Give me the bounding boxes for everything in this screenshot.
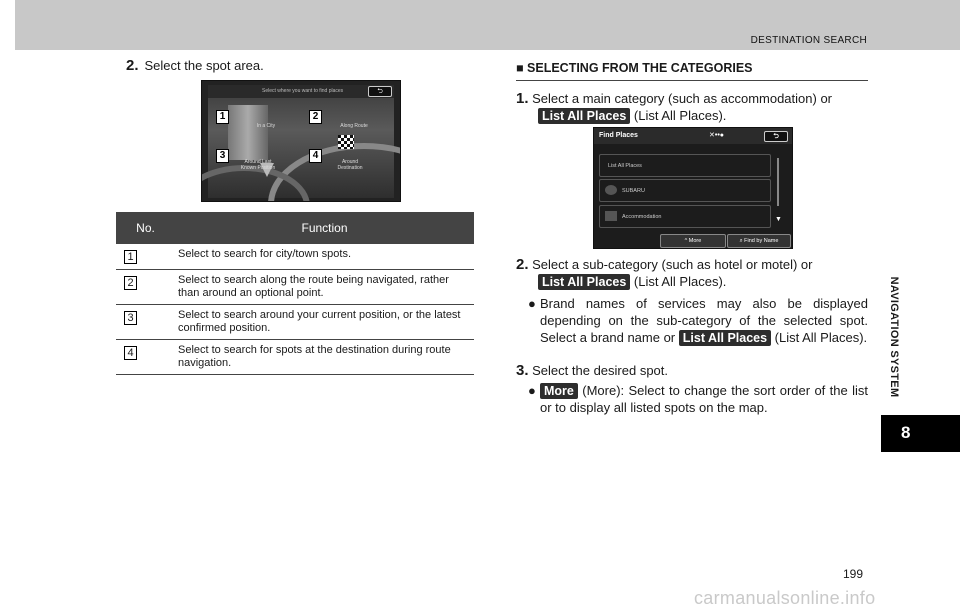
more-button[interactable]: More (540, 383, 578, 399)
row-number: 3 (124, 311, 137, 325)
subaru-logo-icon (605, 185, 617, 195)
function-table (116, 212, 474, 375)
step-1-right: 1. Select a main category (such as accommodation) or List All Places (List All Places). (516, 90, 832, 123)
bullet-icon: ● (528, 296, 536, 311)
list-item: Accommodation (599, 205, 771, 228)
marker-2: 2 (309, 110, 322, 124)
list-all-places-button[interactable]: List All Places (679, 330, 771, 346)
step-2-right: 2. Select a sub-category (such as hotel or motel) or List All Places (List All Places). (516, 256, 813, 289)
find-by-name-button: ⌕ Find by Name (727, 234, 791, 248)
scroll-down-icon: ▼ (775, 216, 782, 223)
page-number: 199 (843, 567, 864, 581)
more-button: ^ More (660, 234, 726, 248)
section-title: DESTINATION SEARCH (750, 35, 867, 46)
in-a-city-label: In a City (256, 123, 276, 129)
marker-3: 3 (216, 149, 229, 163)
along-route-label: Along Route (340, 123, 368, 129)
find-places-title-bar: Find Places ✕••● ⮌ (594, 128, 792, 144)
marker-1: 1 (216, 110, 229, 124)
spot-area-screenshot (201, 80, 401, 202)
row-number: 2 (124, 276, 137, 290)
screen-title-bar: Select where you want to find places ⮌ (208, 85, 394, 98)
table-row (116, 270, 474, 305)
bullet-brand-names: ● Brand names of services may also be displayed depending on the sub-category of the selected spot. Select a brand name or List All Places (List All Places). (528, 296, 868, 345)
section-heading: ■ SELECTING FROM THE CATEGORIES (516, 61, 868, 81)
back-arrow-icon: ⮌ (368, 86, 392, 97)
row-function: Select to search along the route being navigated, rather than around an optional point. (175, 270, 474, 305)
around-destination-label: Around Destination (337, 159, 363, 171)
table-row (116, 305, 474, 340)
row-number: 1 (124, 250, 137, 264)
side-tab-label: NAVIGATION SYSTEM (888, 276, 900, 398)
table-header-no: No. (116, 212, 175, 244)
scrollbar (777, 158, 779, 206)
list-item: List All Places (599, 154, 771, 177)
finish-flag-icon (338, 135, 354, 149)
around-last-known-label: Around Last Known Position (240, 159, 276, 171)
list-all-places-button[interactable]: List All Places (538, 274, 630, 290)
bullet-more: ● More (More): Select to change the sort order of the list or to display all listed spots on the map. (528, 383, 868, 415)
marker-4: 4 (309, 149, 322, 163)
signal-icon: ✕••● (709, 132, 724, 139)
watermark: carmanualsonline.info (694, 588, 876, 608)
list-all-places-button[interactable]: List All Places (538, 108, 630, 124)
row-function: Select to search around your current position, or the latest confirmed position. (175, 305, 474, 340)
step-2-left: 2. Select the spot area. (126, 57, 264, 74)
table-row (116, 244, 474, 270)
city-buildings-image (228, 105, 268, 160)
step-3-right: 3. Select the desired spot. (516, 362, 668, 379)
list-item: SUBARU (599, 179, 771, 202)
chapter-tab: 8 (881, 415, 960, 452)
table-row (116, 340, 474, 375)
row-function: Select to search for city/town spots. (175, 244, 474, 270)
back-arrow-icon: ⮌ (764, 131, 788, 142)
bed-icon (605, 211, 617, 221)
table-header-function: Function (175, 212, 474, 244)
row-function: Select to search for spots at the destination during route navigation. (175, 340, 474, 375)
row-number: 4 (124, 346, 137, 360)
find-places-screenshot (593, 127, 793, 249)
bullet-icon: ● (528, 383, 536, 398)
